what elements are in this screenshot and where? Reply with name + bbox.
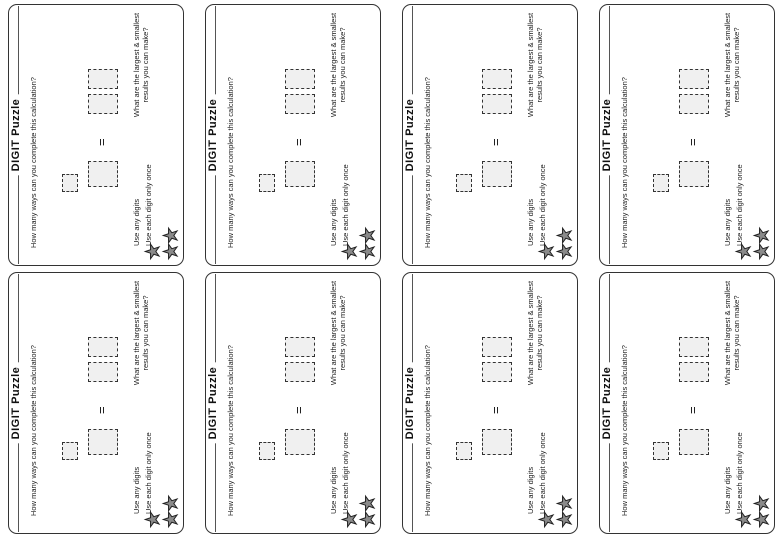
- puzzle-card: [8, 4, 184, 266]
- star-icon: ★: [555, 494, 576, 512]
- hint-any-digits: Use any digits: [329, 466, 338, 514]
- puzzle-card: [205, 272, 381, 534]
- digit-box-small: [62, 174, 78, 192]
- star-icon: ★: [752, 510, 773, 528]
- star-icon: ★: [161, 242, 182, 260]
- digit-box-result-1: [482, 94, 512, 114]
- extension-question: What are the largest & smallest results you can make?: [526, 12, 544, 118]
- extension-question: What are the largest & smallest results you can make?: [329, 12, 347, 118]
- card-title: [207, 274, 223, 532]
- puzzle-card: [402, 4, 578, 266]
- digit-box-result-2: [482, 69, 512, 89]
- equals-sign: =: [685, 138, 700, 146]
- digit-box-left: [482, 161, 512, 187]
- star-icon: ★: [340, 242, 361, 260]
- hint-any-digits: Use any digits: [329, 198, 338, 246]
- card-title-text: DIGIT Puzzle: [404, 95, 416, 176]
- digit-box-result-1: [285, 362, 315, 382]
- digit-box-small: [653, 442, 669, 460]
- hint-digit-once: Use each digit only once: [735, 164, 744, 246]
- star-icon: ★: [358, 494, 379, 512]
- star-icon: ★: [161, 226, 182, 244]
- question-text: How many ways can you complete this calculation?: [29, 345, 38, 516]
- digit-box-result-2: [285, 69, 315, 89]
- star-icon: ★: [143, 510, 164, 528]
- puzzle-card: [402, 272, 578, 534]
- star-icon: ★: [537, 242, 558, 260]
- hint-digit-once: Use each digit only once: [341, 164, 350, 246]
- star-icon: ★: [752, 242, 773, 260]
- digit-box-small: [62, 442, 78, 460]
- question-text: How many ways can you complete this calculation?: [620, 345, 629, 516]
- hint-any-digits: Use any digits: [132, 466, 141, 514]
- card-title: [601, 6, 617, 264]
- equals-sign: =: [94, 406, 109, 414]
- card-title-text: DIGIT Puzzle: [10, 95, 22, 176]
- digit-box-result-2: [482, 337, 512, 357]
- extension-question: What are the largest & smallest results you can make?: [723, 280, 741, 386]
- digit-box-small: [456, 174, 472, 192]
- card-title-text: DIGIT Puzzle: [10, 363, 22, 444]
- puzzle-card: [599, 272, 775, 534]
- digit-box-small: [456, 442, 472, 460]
- card-title: [207, 6, 223, 264]
- card-title-text: DIGIT Puzzle: [207, 363, 219, 444]
- equals-sign: =: [685, 406, 700, 414]
- card-title: [10, 274, 26, 532]
- digit-box-left: [88, 161, 118, 187]
- star-icon: ★: [143, 242, 164, 260]
- equals-sign: =: [488, 138, 503, 146]
- star-icon: ★: [358, 510, 379, 528]
- digit-box-small: [259, 442, 275, 460]
- extension-question: What are the largest & smallest results you can make?: [132, 280, 150, 386]
- puzzle-card: [205, 4, 381, 266]
- star-icon: ★: [734, 510, 755, 528]
- card-title: [404, 6, 420, 264]
- equals-sign: =: [94, 138, 109, 146]
- star-icon: ★: [734, 242, 755, 260]
- digit-box-small: [259, 174, 275, 192]
- hint-any-digits: Use any digits: [132, 198, 141, 246]
- star-icon: ★: [161, 494, 182, 512]
- extension-question: What are the largest & smallest results you can make?: [329, 280, 347, 386]
- digit-box-result-1: [88, 362, 118, 382]
- star-icon: ★: [537, 510, 558, 528]
- card-title: [404, 274, 420, 532]
- question-text: How many ways can you complete this calculation?: [226, 77, 235, 248]
- star-icon: ★: [340, 510, 361, 528]
- digit-box-result-2: [285, 337, 315, 357]
- hint-any-digits: Use any digits: [723, 466, 732, 514]
- card-title: [10, 6, 26, 264]
- puzzle-card: [8, 272, 184, 534]
- digit-box-result-1: [679, 94, 709, 114]
- card-title-text: DIGIT Puzzle: [601, 95, 613, 176]
- digit-box-left: [285, 429, 315, 455]
- question-text: How many ways can you complete this calculation?: [423, 345, 432, 516]
- digit-box-left: [679, 161, 709, 187]
- star-icon: ★: [358, 226, 379, 244]
- star-icon: ★: [161, 510, 182, 528]
- hint-digit-once: Use each digit only once: [341, 432, 350, 514]
- star-icon: ★: [555, 226, 576, 244]
- digit-box-left: [482, 429, 512, 455]
- hint-digit-once: Use each digit only once: [735, 432, 744, 514]
- digit-box-result-1: [285, 94, 315, 114]
- card-title-text: DIGIT Puzzle: [207, 95, 219, 176]
- card-title: [601, 274, 617, 532]
- digit-box-result-2: [679, 69, 709, 89]
- digit-box-result-2: [679, 337, 709, 357]
- digit-box-small: [653, 174, 669, 192]
- hint-digit-once: Use each digit only once: [144, 164, 153, 246]
- digit-box-left: [88, 429, 118, 455]
- extension-question: What are the largest & smallest results you can make?: [526, 280, 544, 386]
- digit-box-result-1: [88, 94, 118, 114]
- question-text: How many ways can you complete this calculation?: [620, 77, 629, 248]
- star-icon: ★: [555, 242, 576, 260]
- equals-sign: =: [488, 406, 503, 414]
- star-icon: ★: [358, 242, 379, 260]
- digit-box-result-1: [482, 362, 512, 382]
- hint-any-digits: Use any digits: [526, 466, 535, 514]
- star-icon: ★: [752, 226, 773, 244]
- equals-sign: =: [291, 406, 306, 414]
- question-text: How many ways can you complete this calculation?: [423, 77, 432, 248]
- extension-question: What are the largest & smallest results you can make?: [723, 12, 741, 118]
- hint-digit-once: Use each digit only once: [144, 432, 153, 514]
- question-text: How many ways can you complete this calculation?: [29, 77, 38, 248]
- star-icon: ★: [752, 494, 773, 512]
- hint-digit-once: Use each digit only once: [538, 164, 547, 246]
- digit-box-result-2: [88, 69, 118, 89]
- digit-box-left: [285, 161, 315, 187]
- equals-sign: =: [291, 138, 306, 146]
- extension-question: What are the largest & smallest results you can make?: [132, 12, 150, 118]
- card-title-text: DIGIT Puzzle: [601, 363, 613, 444]
- hint-any-digits: Use any digits: [526, 198, 535, 246]
- question-text: How many ways can you complete this calculation?: [226, 345, 235, 516]
- star-icon: ★: [555, 510, 576, 528]
- hint-any-digits: Use any digits: [723, 198, 732, 246]
- digit-box-result-1: [679, 362, 709, 382]
- hint-digit-once: Use each digit only once: [538, 432, 547, 514]
- digit-box-left: [679, 429, 709, 455]
- puzzle-card: [599, 4, 775, 266]
- card-title-text: DIGIT Puzzle: [404, 363, 416, 444]
- digit-box-result-2: [88, 337, 118, 357]
